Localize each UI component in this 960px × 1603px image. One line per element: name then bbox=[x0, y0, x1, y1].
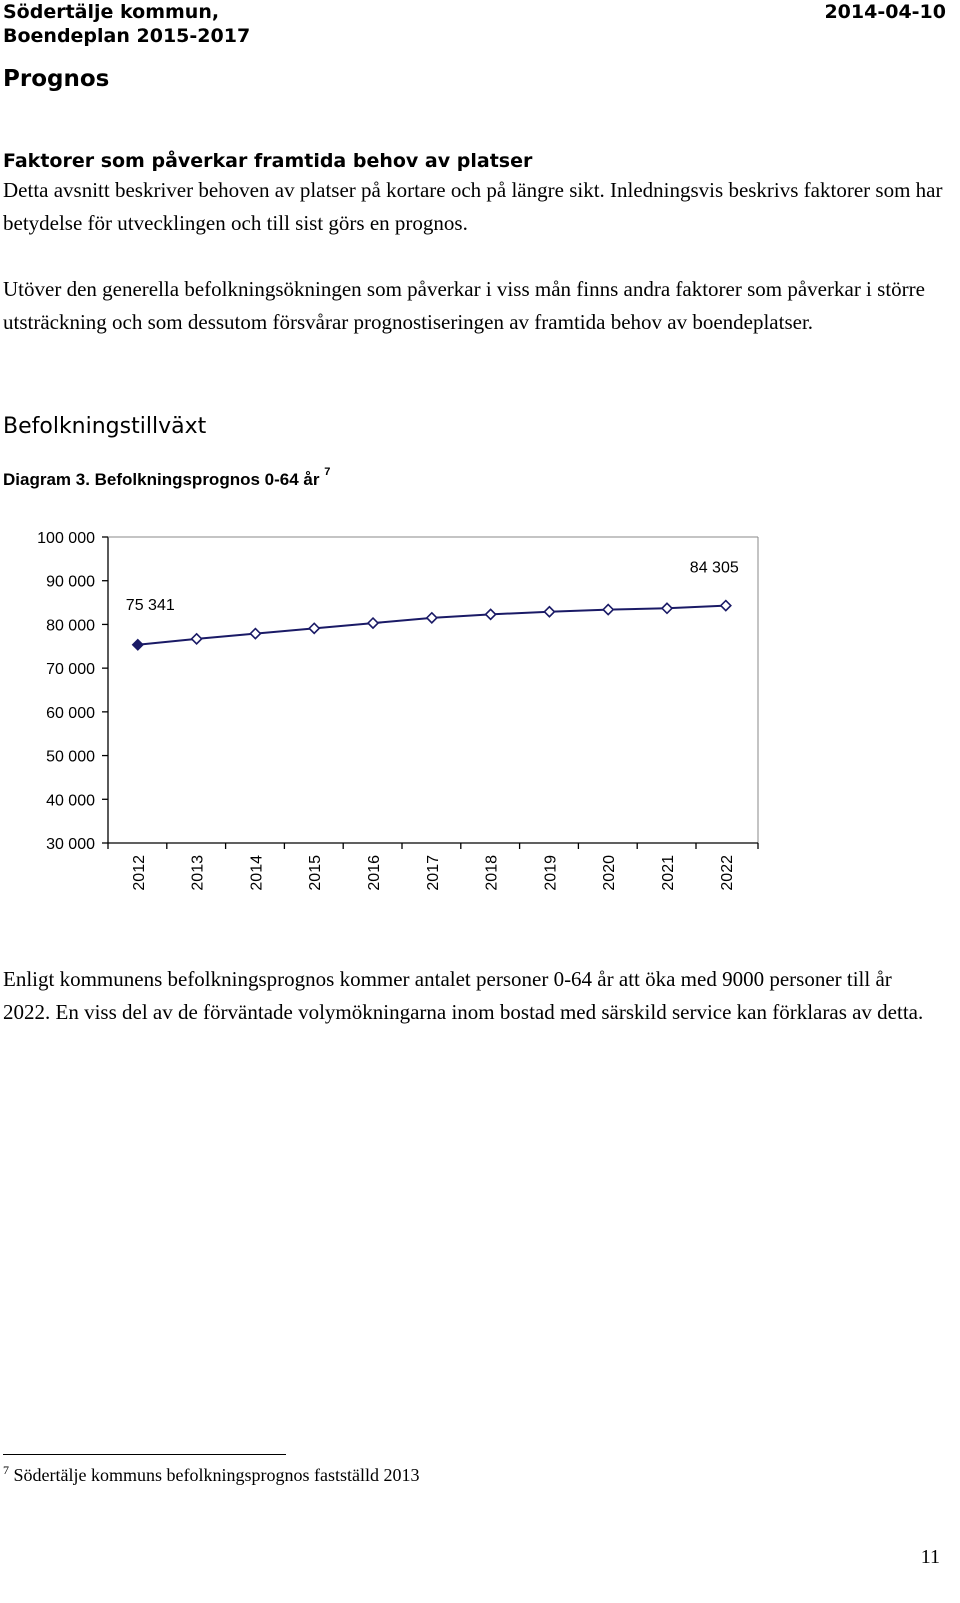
page-number: 11 bbox=[920, 1546, 940, 1568]
footnote bbox=[3, 1465, 419, 1486]
population-forecast-chart bbox=[0, 520, 960, 920]
data-point-marker bbox=[721, 601, 731, 611]
y-tick-label: 90 000 bbox=[46, 573, 95, 591]
x-tick-label: 2013 bbox=[189, 855, 207, 891]
x-tick-label: 2012 bbox=[130, 855, 148, 891]
data-point-marker bbox=[603, 605, 613, 615]
paragraph-conclusion: Enligt kommunens befolkningsprognos kommer antalet personer 0-64 år att öka med 9000 personer till år 2022. En viss del av de förväntade volymökningarna inom bostad med särskild service kan förklaras av detta. bbox=[3, 967, 924, 1024]
x-tick-label: 2018 bbox=[483, 855, 501, 891]
diagram-caption-text: Diagram 3. Befolkningsprognos 0-64 år bbox=[3, 470, 320, 489]
data-point-marker bbox=[133, 640, 143, 650]
subsection-title: Faktorer som påverkar framtida behov av platser bbox=[3, 150, 533, 172]
y-tick-label: 60 000 bbox=[46, 704, 95, 722]
footnote-marker: 7 bbox=[3, 1463, 9, 1477]
x-tick-label: 2021 bbox=[660, 855, 677, 891]
data-point-marker bbox=[309, 623, 319, 633]
x-tick-label: 2017 bbox=[424, 855, 442, 891]
subheading: Befolkningstillväxt bbox=[3, 414, 207, 439]
y-tick-label: 80 000 bbox=[46, 617, 95, 635]
paragraph-intro: Detta avsnitt beskriver behoven av platser på kortare och på längre sikt. Inledningsvis beskrivs faktorer som har betydelse för utvecklingen och till sist görs en prognos. bbox=[3, 178, 943, 235]
data-point-marker bbox=[250, 629, 260, 639]
data-point-marker bbox=[192, 634, 202, 644]
y-tick-label: 70 000 bbox=[46, 661, 95, 679]
series-line bbox=[138, 606, 726, 645]
header-org-line2: Boendeplan 2015-2017 bbox=[3, 25, 251, 47]
footnote-separator bbox=[3, 1454, 286, 1455]
footnote-text: Södertälje kommuns befolkningsprognos fastställd 2013 bbox=[13, 1465, 420, 1485]
x-tick-label: 2015 bbox=[307, 855, 325, 891]
header-date: 2014-04-10 bbox=[824, 1, 946, 23]
x-tick-label: 2014 bbox=[248, 855, 266, 891]
footnote-ref: 7 bbox=[324, 466, 331, 478]
data-point-marker bbox=[662, 603, 672, 613]
y-tick-label: 30 000 bbox=[46, 836, 95, 853]
x-tick-label: 2016 bbox=[366, 855, 383, 891]
header-org-line1: Södertälje kommun, bbox=[3, 1, 220, 23]
data-point-marker bbox=[486, 609, 496, 619]
data-point-marker bbox=[544, 607, 554, 617]
data-label: 84 305 bbox=[689, 559, 739, 577]
y-tick-label: 100 000 bbox=[37, 530, 95, 547]
data-point-marker bbox=[427, 613, 437, 623]
data-label: 75 341 bbox=[125, 596, 175, 614]
data-point-marker bbox=[368, 618, 378, 628]
section-title: Prognos bbox=[3, 66, 110, 92]
x-tick-label: 2020 bbox=[601, 855, 619, 891]
paragraph-factors: Utöver den generella befolkningsökningen som påverkar i viss mån finns andra faktorer som påverkar i större utsträckning och som dessutom försvårar prognostiseringen av framtida behov av boendeplatser. bbox=[3, 277, 925, 334]
x-tick-label: 2019 bbox=[542, 855, 560, 891]
diagram-caption bbox=[3, 466, 331, 490]
x-tick-label: 2022 bbox=[718, 855, 736, 891]
document-header bbox=[3, 0, 250, 48]
y-tick-label: 50 000 bbox=[46, 748, 95, 766]
y-tick-label: 40 000 bbox=[46, 792, 95, 810]
